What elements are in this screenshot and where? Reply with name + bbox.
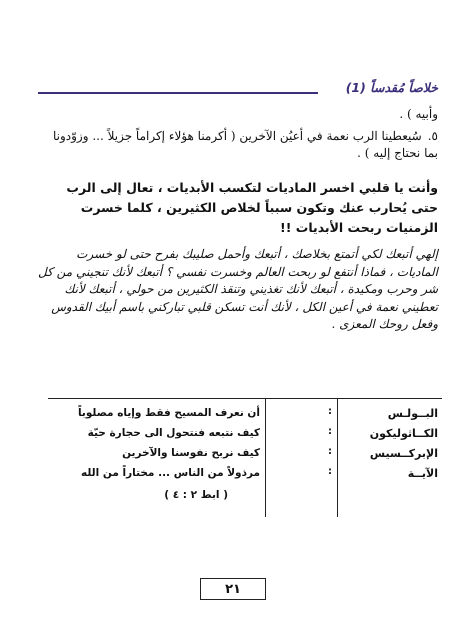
summary-table: [48, 398, 442, 517]
paragraph-continuation: وأبيه ) .: [399, 107, 438, 121]
bold-exhortation: وأنت يا قلبي اخسر الماديات لتكسب الأبديات ، تعال إلى الرب حتى يُحارب عنك وتكون سبباً لخلاص الكثيرين ، كلما خسرت الزمنيات ربحت الأبديات !!: [66, 180, 438, 235]
row-term: الإبركــسيس: [369, 447, 438, 460]
row-term: الآيــة: [407, 467, 438, 480]
page-number: ٢١: [200, 578, 266, 600]
table-row: [48, 445, 442, 465]
point-5-text: سُيعطينا الرب نعمة في أعيُن الآخرين ( أكرمنا هؤلاء إكراماً جزيلاً ... وزوّدونا بما نحتاج إليه ) .: [52, 129, 438, 160]
header-title: خلاصاً مُقدساً (1): [345, 80, 438, 95]
prayer-paragraph: إلهي أتبعك لكي أتمتع بخلاصك ، أتبعك وأحمل صليبك بفرح حتى لو خسرت الماديات ، فماذا أنتفع لو ربحت العالم وخسرت نفسي ؟ أتبعك لأنك تنجيني من كل شر وحرب ومكيدة ، أتبعك لأنك تغذيني وتنقذ الكثيرين من حولي ، أتبعك لأنك تعطيني نعمة في أعين الكل ، لأنك أنت تسكن قلبي تباركني باسم أبيك القدوس وفعل روحك المعزى .: [38, 247, 438, 331]
row-verse: كيف نتبعه فنتحول الى حجارة حيّة: [87, 427, 260, 439]
row-colon: :: [328, 446, 332, 457]
row-verse: كيف نربح نفوسنا والآخرين: [122, 447, 260, 459]
page-header: [38, 78, 438, 102]
row-term: البــولـس: [387, 407, 438, 420]
row-verse: أن نعرف المسيح فقط وإياه مصلوباً: [77, 407, 260, 419]
table-row: [48, 405, 442, 425]
point-number: ٥.: [427, 129, 438, 143]
row-term: الكــاثوليكون: [369, 427, 438, 440]
header-rule: [38, 92, 318, 94]
row-colon: :: [328, 406, 332, 417]
row-colon: :: [328, 426, 332, 437]
paragraph-point-5: [36, 128, 438, 162]
verse-reference: ( ابط ٢ : ٤ ): [164, 489, 228, 501]
table-row: [48, 425, 442, 445]
row-verse: مرذولاً من الناس ... مختاراً من الله: [81, 467, 260, 479]
row-colon: :: [328, 466, 332, 477]
table-row: [48, 465, 442, 485]
